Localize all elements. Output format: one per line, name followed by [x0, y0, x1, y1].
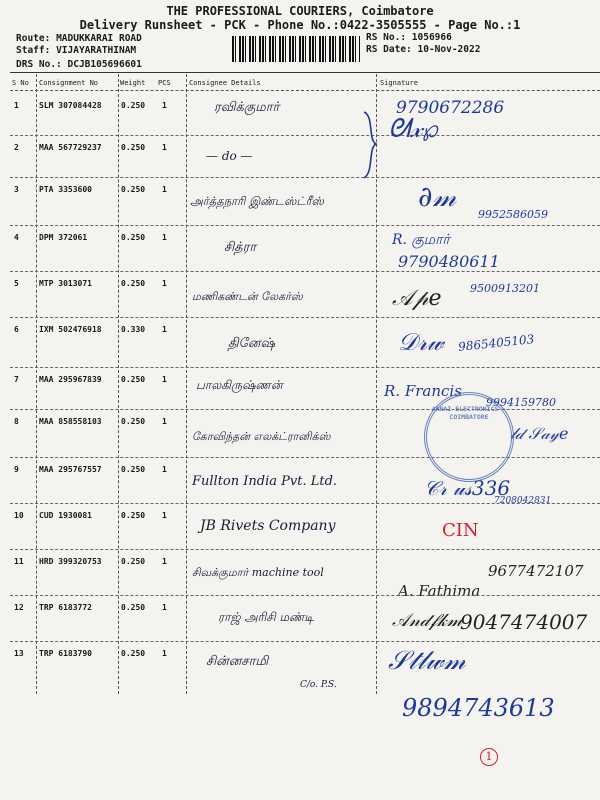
row-consignment: MAA 567729237 [39, 143, 102, 152]
brace-mark [360, 110, 380, 180]
row-consignment: MTP 3013071 [39, 279, 92, 288]
table-row [0, 272, 600, 318]
table-row [0, 318, 600, 368]
table-row [0, 94, 600, 136]
row-pcs: 1 [162, 511, 167, 520]
row-consignment: MAA 295967839 [39, 375, 102, 384]
signature-scribble: 𝒮𝓉𝓁𝓌𝓂 [388, 646, 466, 676]
row-consignee: பாலகிருஷ்ணன் [196, 378, 283, 392]
row-sno: 3 [14, 185, 19, 194]
row-consignment: MAA 295767557 [39, 465, 102, 474]
rs-date-line: RS Date: 10-Nov-2022 [366, 44, 481, 55]
row-sno: 13 [14, 649, 24, 658]
signature-scribble: 𝒞𝓇 𝓊𝓈336 [424, 476, 511, 500]
row-consignee: — do — [206, 149, 253, 163]
drs-line: DRS No.: DCJB105696601 [16, 59, 142, 70]
row-pcs: 1 [162, 465, 167, 474]
col-header-pcs: PCS [158, 79, 171, 87]
row-weight: 0.250 [121, 511, 146, 520]
table-row [0, 226, 600, 272]
consignee-note: C/o. P.S. [300, 680, 337, 690]
signature-scribble: 𝒜𝓃𝒹𝒻𝓀𝓂 [392, 610, 463, 631]
signature-scribble: 𝓁𝒹 𝒮𝒶𝓎𝑒 [510, 424, 569, 443]
company-title: THE PROFESSIONAL COURIERS, Coimbatore [166, 4, 434, 18]
row-sno: 7 [14, 375, 19, 384]
row-consignment: DPM 372061 [39, 233, 88, 242]
row-sno: 6 [14, 325, 19, 334]
signature-scribble: 𝒟𝓇𝓌 [398, 328, 444, 356]
rs-no-line: RS No.: 1056966 [366, 32, 452, 43]
row-consignee: தினேஷ் [228, 336, 276, 351]
row-weight: 0.250 [121, 143, 146, 152]
row-consignee: கோவிந்தன் எலக்ட்ரானிக்ஸ் [192, 430, 331, 443]
staff-value: VIJAYARATHINAM [56, 45, 137, 56]
row-consignment: TRP 6183772 [39, 603, 92, 612]
row-consignee: JB Rivets Company [200, 518, 336, 534]
rs-no-value: 1056966 [411, 32, 452, 43]
row-signature: 9894743613 [402, 694, 555, 722]
rs-date-value: 10-Nov-2022 [417, 44, 481, 55]
row-consignee: Fullton India Pvt. Ltd. [192, 474, 338, 489]
row-weight: 0.250 [121, 279, 146, 288]
signature-scribble: 𝒜𝓅𝑒 [392, 286, 442, 311]
row-pcs: 1 [162, 185, 167, 194]
row-pcs: 1 [162, 603, 167, 612]
row-consignee: அர்த்தநாரி இண்டஸ்ட்ரீஸ் [190, 194, 324, 208]
row-consignee: ராஜ் அரிசி மண்டி [218, 610, 314, 624]
row-consignee: சின்னசாமி [206, 654, 269, 669]
table-row [0, 596, 600, 642]
row-consignee: ரவிக்குமார் [214, 100, 280, 115]
row-weight: 0.250 [121, 603, 146, 612]
table-row [0, 550, 600, 600]
col-header-consignment: Consignment No [39, 79, 99, 87]
row-signature: 7208042831 [494, 496, 552, 506]
barcode [232, 36, 360, 62]
runsheet-subtitle: Delivery Runsheet - PCK - Phone No.:0422-3505555 - Page No.:1 [79, 18, 521, 32]
row-pcs: 1 [162, 233, 167, 242]
company-stamp [424, 392, 514, 482]
row-signature: 9500913201 [470, 282, 540, 295]
row-consignee: சித்ரா [224, 240, 257, 255]
row-weight: 0.250 [121, 233, 146, 242]
row-weight: 0.250 [121, 185, 146, 194]
row-consignment: MAA 858558103 [39, 417, 102, 426]
row-pcs: 1 [162, 375, 167, 384]
stamp-text: ANNAI ELECTRONICS · COIMBATORE [431, 405, 507, 421]
row-pcs: 1 [162, 279, 167, 288]
row-consignee: மணிகண்டன் லேகர்ஸ் [192, 290, 303, 303]
row-weight: 0.330 [121, 325, 146, 334]
row-sno: 12 [14, 603, 24, 612]
route-value: MADUKKARAI ROAD [56, 33, 142, 44]
row-signature: 9994159780 [486, 396, 556, 409]
table-row [0, 178, 600, 226]
row-sno: 8 [14, 417, 19, 426]
row-sno: 2 [14, 143, 19, 152]
signature-name: A. Fathima [398, 582, 481, 600]
signature-name: R. குமார் [392, 232, 450, 248]
table-row [0, 504, 600, 550]
table-row [0, 368, 600, 410]
row-pcs: 1 [162, 101, 167, 110]
row-consignment: IXM 502476918 [39, 325, 102, 334]
row-signature: 9952586059 [478, 208, 548, 221]
signature-scribble: ∂𝓂 [418, 180, 457, 213]
staff-line: Staff: VIJAYARATHINAM [16, 45, 137, 56]
row-consignment: HRD 399320753 [39, 557, 102, 566]
row-sno: 11 [14, 557, 24, 566]
table-row [0, 642, 600, 694]
row-weight: 0.250 [121, 649, 146, 658]
row-pcs: 1 [162, 649, 167, 658]
row-signature: 9677472107 [488, 562, 584, 580]
row-consignment: SLM 307084428 [39, 101, 102, 110]
row-consignment: PTA 3353600 [39, 185, 92, 194]
row-pcs: 1 [162, 325, 167, 334]
drs-value: DCJB105696601 [67, 59, 142, 70]
row-signature: 9865405103 [457, 332, 535, 354]
col-header-consignee: Consignee Details [189, 79, 261, 87]
row-sno: 4 [14, 233, 19, 242]
row-pcs: 1 [162, 143, 167, 152]
col-header-weight: Weight [120, 79, 146, 87]
header-row-divider [10, 90, 600, 91]
row-pcs: 1 [162, 557, 167, 566]
signature-scribble: ᘛ𝓍℘ [388, 114, 438, 144]
row-signature: CIN [442, 520, 479, 541]
row-signature: 9790672286 [396, 98, 505, 118]
row-weight: 0.250 [121, 557, 146, 566]
circled-number: 1 [480, 748, 498, 766]
row-weight: 0.250 [121, 417, 146, 426]
row-weight: 0.250 [121, 465, 146, 474]
table-row [0, 114, 600, 178]
row-sno: 10 [14, 511, 24, 520]
row-signature: 9790480611 [398, 252, 500, 271]
row-sno: 9 [14, 465, 19, 474]
row-consignee: சிவக்குமார் machine tool [192, 566, 324, 579]
table-row [0, 458, 600, 504]
row-sno: 5 [14, 279, 19, 288]
row-pcs: 1 [162, 417, 167, 426]
row-weight: 0.250 [121, 375, 146, 384]
col-header-signature: Signature [380, 79, 418, 87]
row-sno: 1 [14, 101, 19, 110]
header-divider [10, 72, 600, 73]
signature-name: R. Francis [384, 382, 462, 400]
col-header-sno: S No [12, 79, 29, 87]
row-consignment: CUD 1930081 [39, 511, 92, 520]
route-line: Route: MADUKKARAI ROAD [16, 33, 142, 44]
row-signature: 9047474007 [460, 610, 588, 634]
row-weight: 0.250 [121, 101, 146, 110]
row-consignment: TRP 6183790 [39, 649, 92, 658]
